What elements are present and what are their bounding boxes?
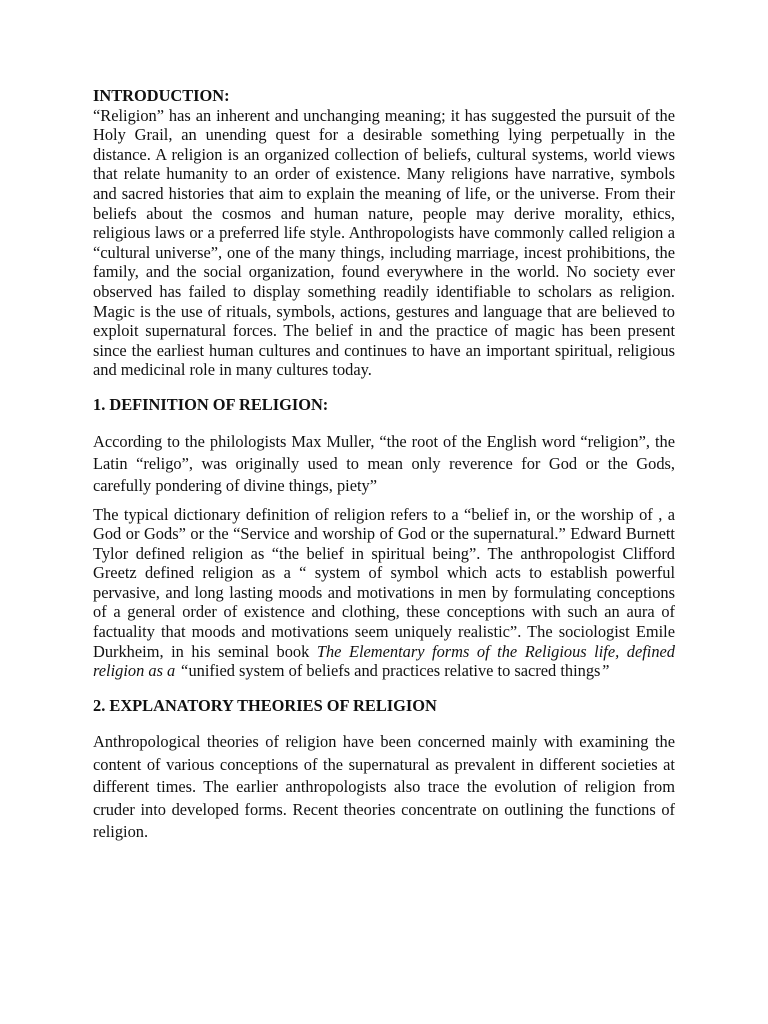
introduction-heading: INTRODUCTION: bbox=[93, 86, 230, 105]
dictionary-definition-paragraph bbox=[93, 505, 675, 681]
document-page bbox=[93, 86, 675, 843]
dictionary-definition-text: The typical dictionary definition of religion refers to a “belief in, or the worship of , a God or Gods” or the “Service and worship of God or the supernatural.” Edward Burnett Tylor defined religion as “the belief in spiritual being”. The anthropologist Clifford Greetz defined religion as a “ system of symbol which acts to establish powerful pervasive, and long lasting moods and motivations in men by formulating conceptions of a general order of existence and clothing, these conceptions with such an aura of factuality that moods and motivations seem uniquely realistic”. The sociologist Emile Durkheim, in his seminal book bbox=[93, 504, 675, 661]
theories-heading: 2. EXPLANATORY THEORIES OF RELIGION bbox=[93, 695, 437, 715]
durkheim-definition-text: unified system of beliefs and practices relative to sacred things bbox=[188, 661, 601, 681]
theories-paragraph: Anthropological theories of religion have been concerned mainly with examining the content of various conceptions of the supernatural as prevalent in different societies at different times. The earlier anthropologists also trace the evolution of religion from cruder into developed forms. Recent theories concentrate on outlining the functions of religion. bbox=[93, 732, 675, 842]
muller-paragraph: According to the philologists Max Muller, “the root of the English word “religion”, the Latin “religo”, was originally used to mean only reverence for God or the Gods, carefully pondering of divine things, piety” bbox=[93, 431, 675, 495]
definition-heading: 1. DEFINITION OF RELIGION: bbox=[93, 394, 329, 414]
introduction-paragraph: “Religion” has an inherent and unchanging meaning; it has suggested the pursuit of the Holy Grail, an unending quest for a desirable something lying perpetually in the distance. A religion is an organized collection of beliefs, cultural systems, world views that relate humanity to an order of existence. Many religions have narrative, symbols and sacred histories that aim to explain the meaning of life, or the universe. From their beliefs about the cosmos and human nature, people may derive morality, ethics, religious laws or a preferred life style. Anthropologists have commonly called religion a “cultural universe”, one of the many things, including marriage, incest prohibitions, the family, and the social organization, found everywhere in the world. No society ever observed has failed to display something readily identifiable to scholars as religion. Magic is the use of rituals, symbols, actions, gestures and language that are believed to exploit supernatural forces. The belief in and the practice of magic has been present since the earliest human cultures and continues to have an important spiritual, religious and medicinal role in many cultures today. bbox=[93, 105, 675, 380]
book-title-italic: The Elementary forms of the Religious life, defined religion as a “ bbox=[93, 641, 675, 681]
closing-quote: ” bbox=[600, 661, 610, 681]
